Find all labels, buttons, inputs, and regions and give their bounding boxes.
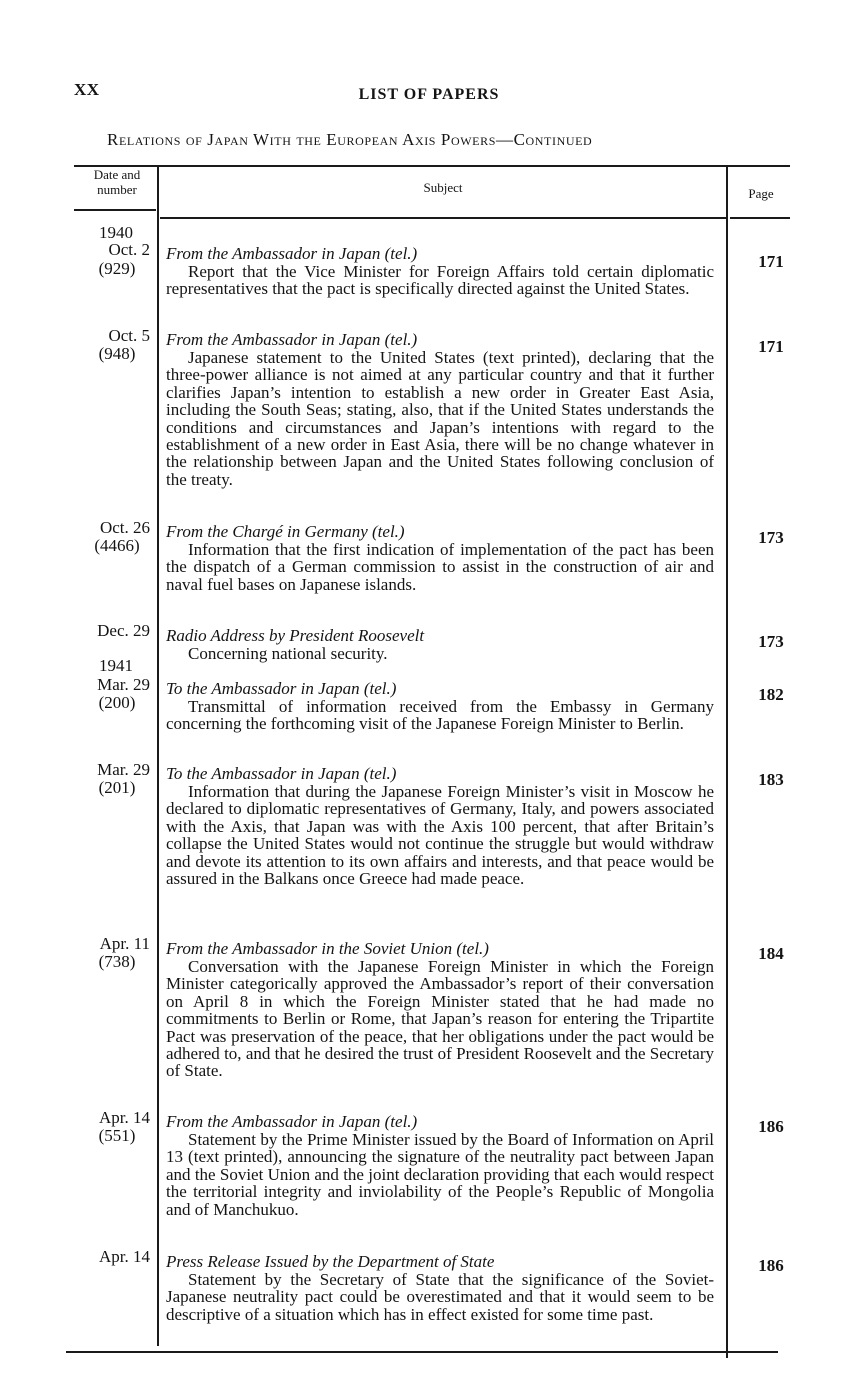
entry-subject [166,627,714,662]
entry-description: Statement by the Prime Minister issued by the Board of Information on April 13 (text printed), announcing the signature of the neutrality pact between Japan and the Soviet Union and the joint declaration providing that each would respect the territorial integrity and inviolability of the People’s Republic of Mongolia and of Manchukuo. [166,1130,714,1219]
entry-description: Concerning national security. [188,644,388,663]
entry-from: From the Ambassador in the Soviet Union (tel.) [166,939,489,958]
entry-date: Mar. 29 [97,760,150,779]
running-head: LIST OF PAPERS [358,86,500,103]
entry-date: Dec. 29 [97,621,150,640]
entry-page: 183 [758,770,784,789]
entry-description: Information that the first indication of implementation of the pact has been the dispatch of a German commission to assist in the construction of air and naval fuel bases on Japanese islands. [166,540,714,594]
entry-date: Apr. 11 [99,934,150,953]
entry-description: Report that the Vice Minister for Foreign Affairs told certain diplomatic representatives that the pact is specifically directed against the United States. [166,262,714,299]
entry-date: Oct. 2 [108,240,150,259]
entry-page: 173 [758,528,784,547]
entry-from: From the Ambassador in Japan (tel.) [166,244,418,263]
entry-subject [166,523,714,593]
column-header-date: Date and number [93,167,141,197]
entry-date: Oct. 26 [99,518,150,537]
entry-number: (948) [98,344,136,363]
column-divider-right [726,166,728,1358]
header-rule-left [74,209,156,211]
entry-from: From the Chargé in Germany (tel.) [166,522,405,541]
entry-date: Mar. 29 [97,675,150,694]
entry-subject [166,245,714,298]
entry-page: 173 [758,632,784,651]
entry-number: (551) [98,1126,136,1145]
entry-number: (201) [98,778,136,797]
entry-number: (200) [98,693,136,712]
column-header-subject: Subject [423,180,463,195]
entry-page: 186 [758,1117,784,1136]
entry-number: (4466) [94,536,140,555]
entry-from: Press Release Issued by the Department of State [166,1252,495,1271]
entry-date: Apr. 14 [99,1247,150,1266]
entry-description: Transmittal of information received from the Embassy in Germany concerning the forthcoming visit of the Japanese Foreign Minister to Berlin. [166,697,714,734]
entry-page: 182 [758,685,784,704]
entry-date: Apr. 14 [99,1108,150,1127]
entry-date: Oct. 5 [108,326,150,345]
column-divider-left [157,166,159,1346]
entry-description: Conversation with the Japanese Foreign Minister in which the Foreign Minister categorically approved the Ambassador’s report of their conversation on April 8 in which the Foreign Minister stated that he had made no commitments to Berlin or Rome, that Japan’s reason for entering the Tripartite Pact was preservation of the peace, that her obligations under the pact would be adhered to, and that he desired the trust of President Roosevelt and the Secretary of State. [166,957,714,1081]
entry-subject [166,1113,714,1218]
year-label: 1941 [99,656,133,675]
section-title: Relations of Japan With the European Axis Powers—Continued [107,130,593,149]
entry-page: 184 [758,944,784,963]
entry-page: 171 [758,252,784,271]
entry-from: From the Ambassador in Japan (tel.) [166,330,418,349]
entry-page: 186 [758,1256,784,1275]
entry-subject [166,680,714,733]
entry-subject [166,331,714,488]
entry-description: Japanese statement to the United States (text printed), declaring that the three-power alliance is not aimed at any particular country and that it further clarifies Japan’s intention to establish a new order in Greater East Asia, including the South Seas; stating, also, that if the United States understands the conditions and circumstances and Japan’s intentions with regard to the establishment of a new order in East Asia, there will be no change whatever in the relationship between Japan and the United States following conclusion of the treaty. [166,348,714,489]
entry-page: 171 [758,337,784,356]
entry-description: Information that during the Japanese Foreign Minister’s visit in Moscow he declared to diplomatic representatives of Germany, Italy, and powers associated with the Axis, that Japan was with the Axis 100 percent, that after Britain’s collapse the United States would not continue the struggle but would withdraw and devote its attention to its own affairs and interests, and that peace would be assured in the Balkans once Greece had made peace. [166,782,714,889]
entry-from: To the Ambassador in Japan (tel.) [166,679,397,698]
column-header-page: Page [748,186,774,201]
header-rule-subject [160,217,726,219]
entry-subject [166,1253,714,1323]
table-top-rule [74,165,790,167]
table-bottom-rule [66,1351,778,1353]
entry-number: (738) [98,952,136,971]
entry-from: To the Ambassador in Japan (tel.) [166,764,397,783]
entry-subject [166,765,714,887]
year-label: 1940 [99,223,133,242]
entry-from: From the Ambassador in Japan (tel.) [166,1112,418,1131]
entry-description: Statement by the Secretary of State that the significance of the Soviet-Japanese neutrality pact could be overestimated and that it would seem to be descriptive of a situation which has in effect existed for some time past. [166,1270,714,1324]
header-rule-page [730,217,790,219]
entry-from: Radio Address by President Roosevelt [166,626,425,645]
page-number: XX [74,80,100,99]
entry-number: (929) [98,259,136,278]
entry-subject [166,940,714,1080]
